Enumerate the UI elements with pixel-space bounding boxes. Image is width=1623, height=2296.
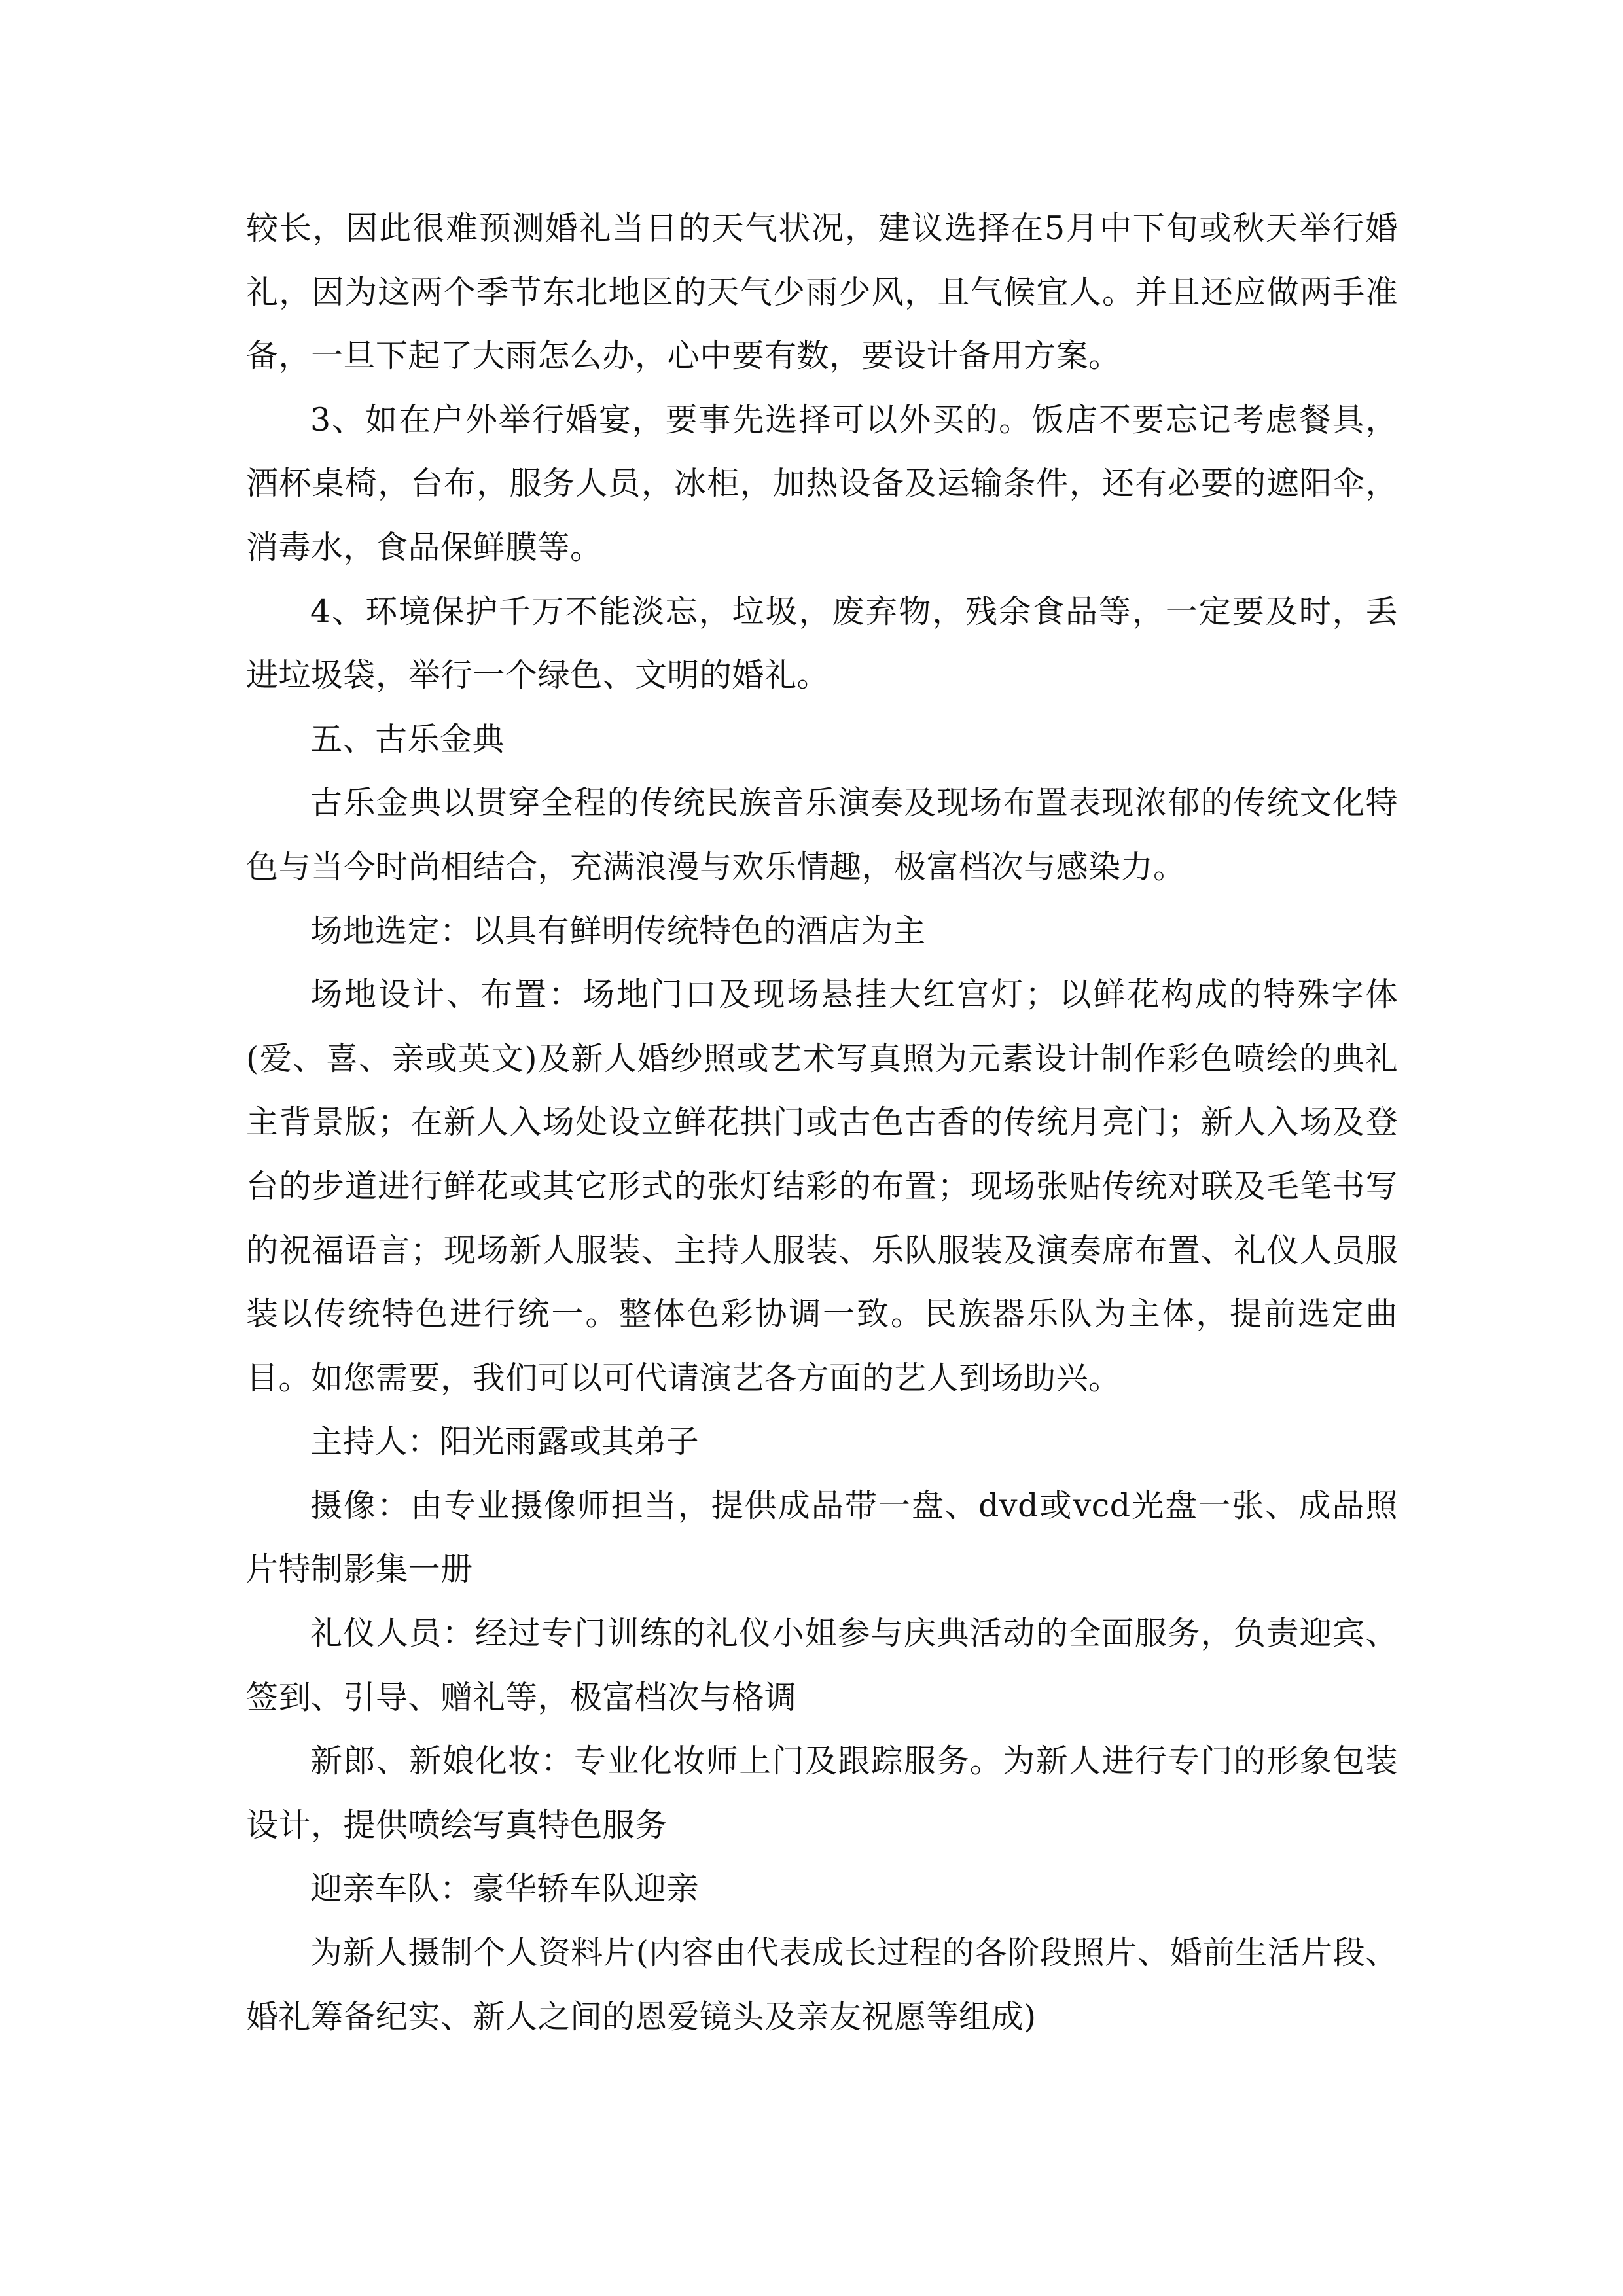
paragraph-makeup: 新郎、新娘化妆：专业化妆师上门及跟踪服务。为新人进行专门的形象包装设计，提供喷绘写真特色服务 [246, 1742, 1398, 1844]
paragraph-host: 主持人：阳光雨露或其弟子 [310, 1423, 700, 1461]
paragraph-etiquette-staff: 礼仪人员：经过专门训练的礼仪小姐参与庆典活动的全面服务，负责迎宾、签到、引导、赠礼等，极富档次与格调 [246, 1615, 1398, 1716]
paragraph-venue-selection: 场地选定：以具有鲜明传统特色的酒店为主 [310, 912, 926, 950]
paragraph-personal-film: 为新人摄制个人资料片(内容由代表成长过程的各阶段照片、婚前生活片段、婚礼筹备纪实、新人之间的恩爱镜头及亲友祝愿等组成) [246, 1934, 1398, 2036]
paragraph-outdoor-banquet: 3、如在户外举行婚宴，要事先选择可以外买的。饭店不要忘记考虑餐具，酒杯桌椅，台布，服务人员，冰柜，加热设备及运输条件，还有必要的遮阳伞，消毒水，食品保鲜膜等。 [246, 401, 1398, 566]
paragraph-guyue-intro: 古乐金典以贯穿全程的传统民族音乐演奏及现场布置表现浓郁的传统文化特色与当今时尚相结合，充满浪漫与欢乐情趣，极富档次与感染力。 [246, 784, 1398, 886]
paragraph-venue-design: 场地设计、布置：场地门口及现场悬挂大红宫灯；以鲜花构成的特殊字体(爱、喜、亲或英文)及新人婚纱照或艺术写真照为元素设计制作彩色喷绘的典礼主背景版；在新人入场处设立鲜花拱门或古色古香的传统月亮门；新人入场及登台的步道进行鲜花或其它形式的张灯结彩的布置；现场张贴传统对联及毛笔书写的祝福语言；现场新人服装、主持人服装、乐队服装及演奏席布置、礼仪人员服装以传统特色进行统一。整体色彩协调一致。民族器乐队为主体，提前选定曲目。如您需要，我们可以可代请演艺各方面的艺人到场助兴。 [246, 976, 1398, 1397]
paragraph-video: 摄像：由专业摄像师担当，提供成品带一盘、dvd或vcd光盘一张、成品照片特制影集一册 [246, 1486, 1398, 1588]
paragraph-weather-continued: 较长，因此很难预测婚礼当日的天气状况，建议选择在5月中下旬或秋天举行婚礼，因为这两个季节东北地区的天气少雨少风，且气候宜人。并且还应做两手准备，一旦下起了大雨怎么办，心中要有数，要设计备用方案。 [246, 209, 1398, 375]
paragraph-motorcade: 迎亲车队：豪华轿车队迎亲 [310, 1870, 700, 1908]
document-body [246, 196, 1398, 2049]
section-heading-guyue-jindian: 五、古乐金典 [310, 720, 505, 758]
paragraph-environment: 4、环境保护千万不能淡忘，垃圾，废弃物，残余食品等，一定要及时，丢进垃圾袋，举行一个绿色、文明的婚礼。 [246, 592, 1398, 694]
